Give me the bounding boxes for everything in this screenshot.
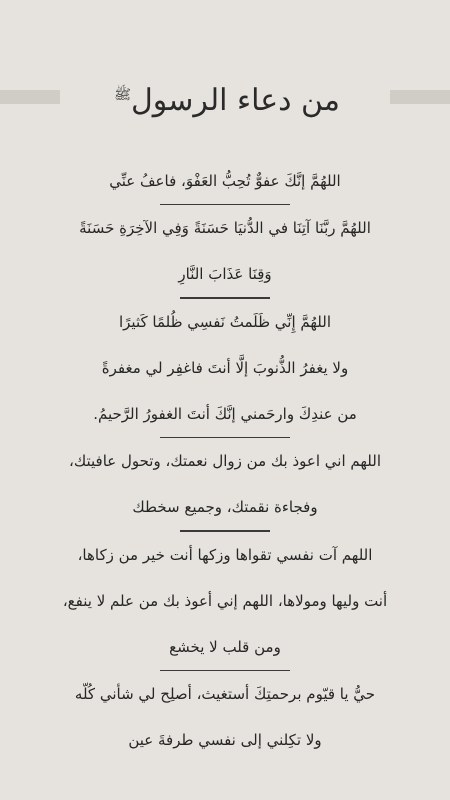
dua-5-line-1: اللهم آت نفسي تقواها وزكها أنت خير من زكاها، [77, 545, 373, 564]
dua-5-line-3: ومن قلب لا يخشع [169, 637, 281, 656]
dua-6-line-2: ولا تكِلني إلى نفسي طرفةَ عين [128, 730, 322, 749]
dua-6-line-1: حيُّ يا قيّوم برحمتِكَ أستغيث، أصلِح لي شأني كُلّه [74, 684, 376, 703]
duas-list [15, 158, 435, 763]
dua-3-line-2: ولا يغفرُ الذُّنوبَ إلَّا أنتَ فاغفِر لي مغفرةً [101, 358, 349, 377]
dua-1-line-1: اللهُمَّ إنَّكَ عفوٌّ تُحِبُّ العَفْوَ، فاعفُ عنِّي [109, 172, 341, 190]
dua-3-line-1: اللهُمَّ إِنِّي ظَلَمتُ نَفسِي ظُلمًا كَثيرًا [118, 312, 332, 331]
dua-5-line-2: أنت وليها ومولاها، اللهم إني أعوذ بك من علم لا ينفع، [62, 591, 388, 610]
title-main: من دعاء الرسول [130, 83, 340, 118]
dua-3-line-3: من عندِكَ وارحَمني إنَّكَ أنتَ الغفورُ الرَّحيمُ. [93, 404, 357, 423]
page-title [60, 70, 390, 120]
dua-2-line-1: اللهُمَّ ربَّنَا آتِنَا في الدُّنيَا حَسَنَةً وَفِي الآخِرَةِ حَسَنَةً [79, 219, 371, 238]
dua-2-line-2: وَقِنَا عَذَابَ النَّارِ [178, 265, 272, 284]
dua-4-line-2: وفجاءة نقمتك، وجميع سخطك [132, 498, 318, 517]
dua-4-line-1: اللهم اني اعوذ بك من زوال نعمتك، وتحول عافيتك، [68, 452, 382, 471]
title-honorific: ﷺ [114, 87, 131, 103]
title-row [0, 70, 450, 120]
